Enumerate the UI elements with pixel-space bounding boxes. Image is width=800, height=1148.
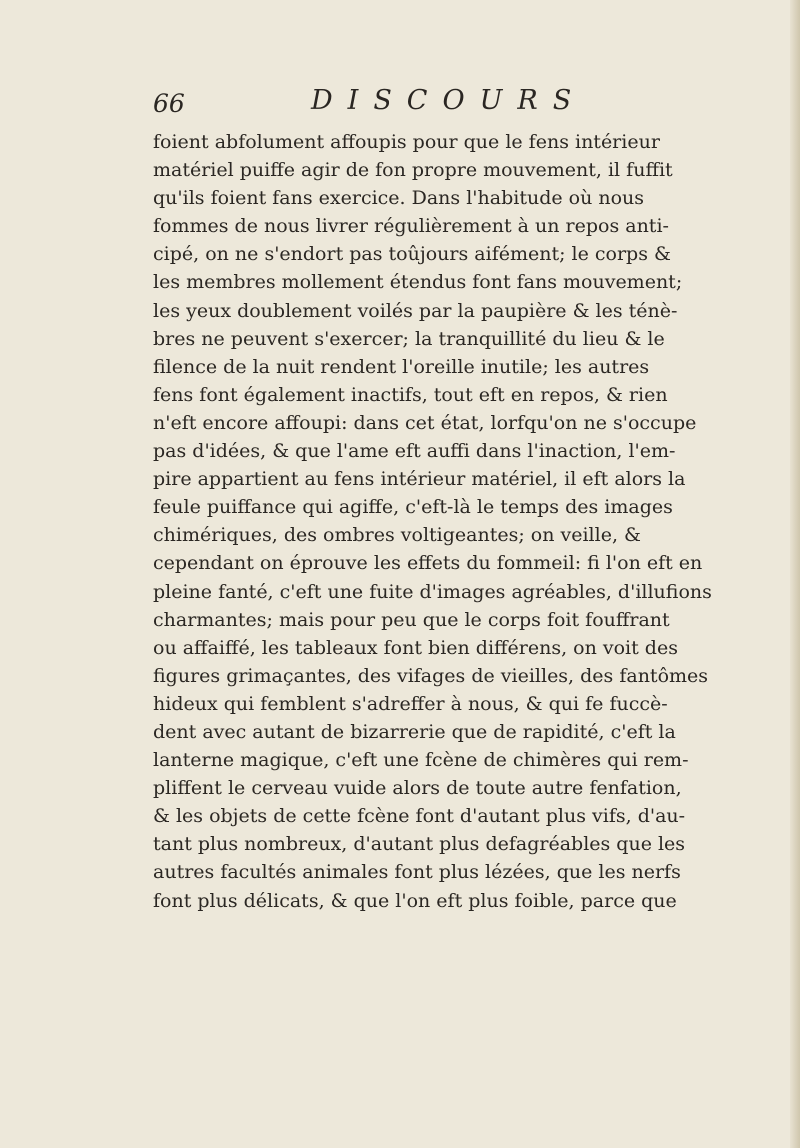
text-line: chimériques, des ombres voltigeantes; on veille, & <box>153 524 641 547</box>
text-line: matériel puiffe agir de fon propre mouvement, il fuffit <box>153 159 673 182</box>
text-line: cipé, on ne s'endort pas toûjours aifément; le corps & <box>153 243 671 266</box>
text-line: pliffent le cerveau vuide alors de toute autre fenfation, <box>153 777 682 800</box>
text-line: lanterne magique, c'eft une fcène de chimères qui rem- <box>153 749 689 772</box>
text-line: pire appartient au fens intérieur matériel, il eft alors la <box>153 468 686 491</box>
text-line: fommes de nous livrer régulièrement à un repos anti- <box>153 215 669 238</box>
text-line: pas d'idées, & que l'ame eft auffi dans l'inaction, l'em- <box>153 440 676 463</box>
page-number: 66 <box>153 89 185 118</box>
text-line: cependant on éprouve les effets du fommeil: fi l'on eft en <box>153 552 703 575</box>
text-line: qu'ils foient fans exercice. Dans l'habitude où nous <box>153 187 645 210</box>
text-line: fens font également inactifs, tout eft en repos, & rien <box>153 383 668 406</box>
text-line: pleine fanté, c'eft une fuite d'images agréables, d'illufions <box>153 580 712 603</box>
text-line: filence de la nuit rendent l'oreille inutile; les autres <box>153 355 650 378</box>
text-line: les membres mollement étendus font fans mouvement; <box>153 271 683 294</box>
text-line: autres facultés animales font plus lézées, que les nerfs <box>153 861 681 884</box>
text-line: hideux qui femblent s'adreffer à nous, & qui fe fuccè- <box>153 692 668 715</box>
text-line: bres ne peuvent s'exercer; la tranquillité du lieu & le <box>153 327 665 350</box>
body-text <box>153 128 793 915</box>
page-header <box>153 85 713 125</box>
running-head: DISCOURS <box>311 85 587 116</box>
text-line: & les objets de cette fcène font d'autant plus vifs, d'au- <box>153 805 686 828</box>
text-line: feule puiffance qui agiffe, c'eft-là le temps des images <box>153 496 673 519</box>
text-line: foient abfolument affoupis pour que le fens intérieur <box>153 131 660 153</box>
text-line: tant plus nombreux, d'autant plus defagréables que les <box>153 833 686 856</box>
text-line: ou affaiffé, les tableaux font bien différens, on voit des <box>153 636 678 659</box>
text-line: font plus délicats, & que l'on eft plus foible, parce que <box>153 889 677 912</box>
text-line: charmantes; mais pour peu que le corps foit fouffrant <box>153 608 670 631</box>
text-line: les yeux doublement voilés par la paupière & les ténè- <box>153 299 678 322</box>
text-line: n'eft encore affoupi: dans cet état, lorfqu'on ne s'occupe <box>153 411 697 434</box>
text-line: figures grimaçantes, des vifages de vieilles, des fantômes <box>153 664 709 687</box>
text-line: dent avec autant de bizarrerie que de rapidité, c'eft la <box>153 720 676 743</box>
